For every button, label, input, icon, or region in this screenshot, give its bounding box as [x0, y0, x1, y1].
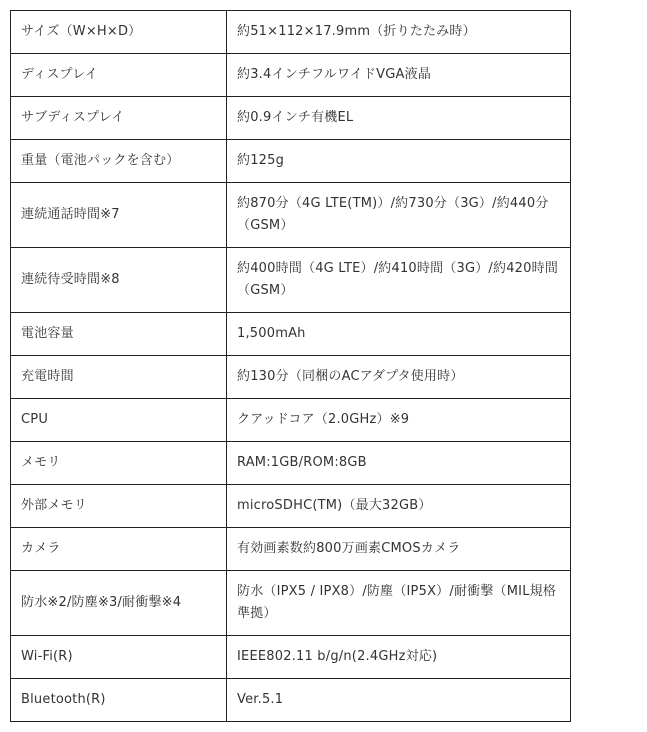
spec-value: RAM:1GB/ROM:8GB [227, 442, 571, 485]
spec-label: 電池容量 [11, 313, 227, 356]
spec-value: 1,500mAh [227, 313, 571, 356]
table-row [11, 97, 571, 140]
spec-value: 防水（IPX5 / IPX8）/防塵（IP5X）/耐衝撃（MIL規格準拠） [227, 571, 571, 636]
spec-label: 重量（電池パックを含む） [11, 140, 227, 183]
spec-value: 約400時間（4G LTE）/約410時間（3G）/約420時間（GSM） [227, 248, 571, 313]
spec-value: 有効画素数約800万画素CMOSカメラ [227, 528, 571, 571]
table-row [11, 313, 571, 356]
spec-label: サブディスプレイ [11, 97, 227, 140]
spec-label: Wi-Fi(R) [11, 636, 227, 679]
spec-label: 充電時間 [11, 356, 227, 399]
spec-label: カメラ [11, 528, 227, 571]
table-row [11, 442, 571, 485]
table-row [11, 54, 571, 97]
table-row [11, 636, 571, 679]
spec-value: クアッドコア（2.0GHz）※9 [227, 399, 571, 442]
table-row [11, 571, 571, 636]
table-row [11, 183, 571, 248]
spec-label: CPU [11, 399, 227, 442]
table-row [11, 356, 571, 399]
table-row [11, 140, 571, 183]
spec-value: 約125g [227, 140, 571, 183]
table-row [11, 485, 571, 528]
spec-label: サイズ（W×H×D） [11, 11, 227, 54]
table-row [11, 248, 571, 313]
spec-label: メモリ [11, 442, 227, 485]
spec-value: microSDHC(TM)（最大32GB） [227, 485, 571, 528]
table-row [11, 528, 571, 571]
spec-value: 約130分（同梱のACアダプタ使用時） [227, 356, 571, 399]
spec-label: 外部メモリ [11, 485, 227, 528]
spec-label: 連続通話時間※7 [11, 183, 227, 248]
spec-label: 連続待受時間※8 [11, 248, 227, 313]
spec-value: 約0.9インチ有機EL [227, 97, 571, 140]
spec-value: 約3.4インチフルワイドVGA液晶 [227, 54, 571, 97]
spec-value: 約870分（4G LTE(TM)）/約730分（3G）/約440分（GSM） [227, 183, 571, 248]
table-row [11, 11, 571, 54]
table-row [11, 679, 571, 722]
spec-value: Ver.5.1 [227, 679, 571, 722]
spec-value: IEEE802.11 b/g/n(2.4GHz対応) [227, 636, 571, 679]
spec-label: Bluetooth(R) [11, 679, 227, 722]
spec-table [10, 10, 571, 722]
spec-label: 防水※2/防塵※3/耐衝撃※4 [11, 571, 227, 636]
spec-label: ディスプレイ [11, 54, 227, 97]
spec-value: 約51×112×17.9mm（折りたたみ時） [227, 11, 571, 54]
table-row [11, 399, 571, 442]
